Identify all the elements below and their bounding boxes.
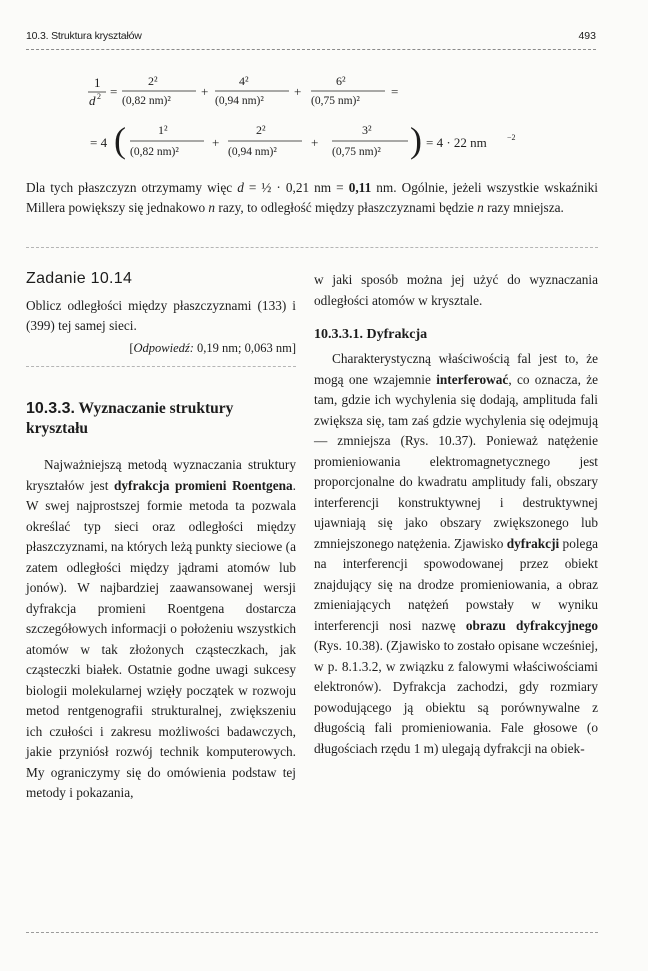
task-text: Oblicz odległości między płaszczyznami (133) i (399) tej samej sieci. [26,298,296,333]
l2-t1-den: (0,82 nm)² [130,146,179,158]
l2-right-paren: ) [410,120,422,160]
running-header [26,30,596,46]
left-column [26,270,296,804]
formula-block [60,72,580,172]
divider-after-intro [26,247,598,248]
task-box [26,270,296,356]
header-section-title: 10.3. Struktura kryształów [26,30,142,42]
l1-t1-den: (0,82 nm)² [122,95,171,107]
header-rule [26,49,596,50]
subsection-title: 10.3.3.1. Dyfrakcja [314,327,428,342]
l1-t2-den: (0,94 nm)² [215,95,264,107]
plus-4: + [311,135,319,150]
section-title-text: Wyznaczanie struktury kryształu [26,400,234,437]
plus-2: + [294,84,302,99]
lhs-numerator: 1 [94,75,101,90]
right-body-text: Charakterystyczną właściwością fal jest to, że mogą one wzajemnie interferować, co oznacza, że tam, gdzie ich wychylenia się dodają, amplituda fali zwiększa się, tam zaś gdzie wychylenia się odejmują — zmniejsza (Rys. 10.37). Ponieważ natężenie promieniowania elektromagnetycznego jest proporcjonalne do kwadratu amplitudy fali, obszary interferencji konstruktywnej i destruktywnej ujawniają się jako obszary zwiększonego lub zmniejszonego natężenia. Zjawisko dyfrakcji polega na interferencji spowodowanej przez obiekt znajdujący się na drodze promieniowania, a obraz zmieniających natężeń powstały w wyniku interferencji nosi nazwę obrazu dyfrakcyjnego (Rys. 10.38). (Zjawisko to zostało opisane wcześniej, w p. 8.1.3.2, w związku z falowymi właściwościami elektronów). Dyfrakcja zachodzi, gdy rozmiary powodującego ją obiektu są porównywalne z długością fali promieniowania. Fale głosowe (o długościach rzędu 1 m) ulegają dyfrakcji na obiek- [314,351,598,756]
eq-sign-1: = [110,84,118,99]
plus-1: + [201,84,209,99]
page-number: 493 [578,30,596,42]
section-number: 10.3.3. [26,400,75,417]
plus-3: + [212,135,220,150]
task-answer: [Odpowiedź: 0,19 nm; 0,063 nm] [129,341,296,355]
lhs-den-exp: 2 [97,92,101,101]
left-body-text: Najważniejszą metodą wyznaczania struktury kryształów jest dyfrakcja promieni Roentgena. W swej najprostszej formie metoda ta pozwala określać typ sieci oraz odległości między płaszczyznami, na których leżą punkty sieciowe (a zatem odległości między jądrami atomów lub jonów). W najbardziej zaawansowanej wersji dyfrakcja promieni Roentgena dostarcza szczegółowych informacji o położeniu wszystkich atomów w tak złożonych cząsteczkach, jak cząsteczki białek. Ostatnie godne uwagi sukcesy biologii molekularnej wzięły początek w rozwoju metod rentgenografii strukturalnej, zwiększeniu ich czułości i zakresu możliwości badawczych, jakie przyniósł rozwój technik komputerowych. My ograniczymy się do omówienia podstaw tej metody i pokazania, [26,457,296,800]
l2-t2-den: (0,94 nm)² [228,146,277,158]
l2-t1-num: 1² [158,123,168,137]
task-bottom-rule [26,366,296,367]
right-continued-text: w jaki sposób można jej użyć do wyznaczania odległości atomów w krysztale. [314,272,598,308]
l2-t3-den: (0,75 nm)² [332,146,381,158]
task-title: Zadanie 10.14 [26,270,133,287]
l1-t3-num: 6² [336,74,346,88]
l1-t1-num: 2² [148,74,158,88]
answer-label: Odpowiedź: [133,341,194,355]
l2-prefix: = 4 [90,135,108,150]
intro-paragraph: Dla tych płaszczyzn otrzymamy więc d = ½ · 0,21 nm = 0,11 nm. Ogólnie, jeżeli wszystkie wskaźniki Millera powiększy się jednakowo n razy, to odległość między płaszczyznami będzie n razy mniejsza. [26,180,598,215]
right-column [314,270,598,759]
l1-t3-den: (0,75 nm)² [311,95,360,107]
l2-result-exp: −2 [507,133,516,142]
eq-sign-2: = [391,84,399,99]
answer-value: 0,19 nm; 0,063 nm [193,341,292,355]
l2-left-paren: ( [114,120,126,160]
formula-svg [60,72,580,172]
l2-t3-num: 3² [362,123,372,137]
l1-t2-num: 4² [239,74,249,88]
lhs-den-base: d [89,93,96,108]
l2-result: = 4 · 22 nm [426,135,487,150]
footer-rule [26,932,598,933]
section-title [26,399,296,439]
l2-t2-num: 2² [256,123,266,137]
